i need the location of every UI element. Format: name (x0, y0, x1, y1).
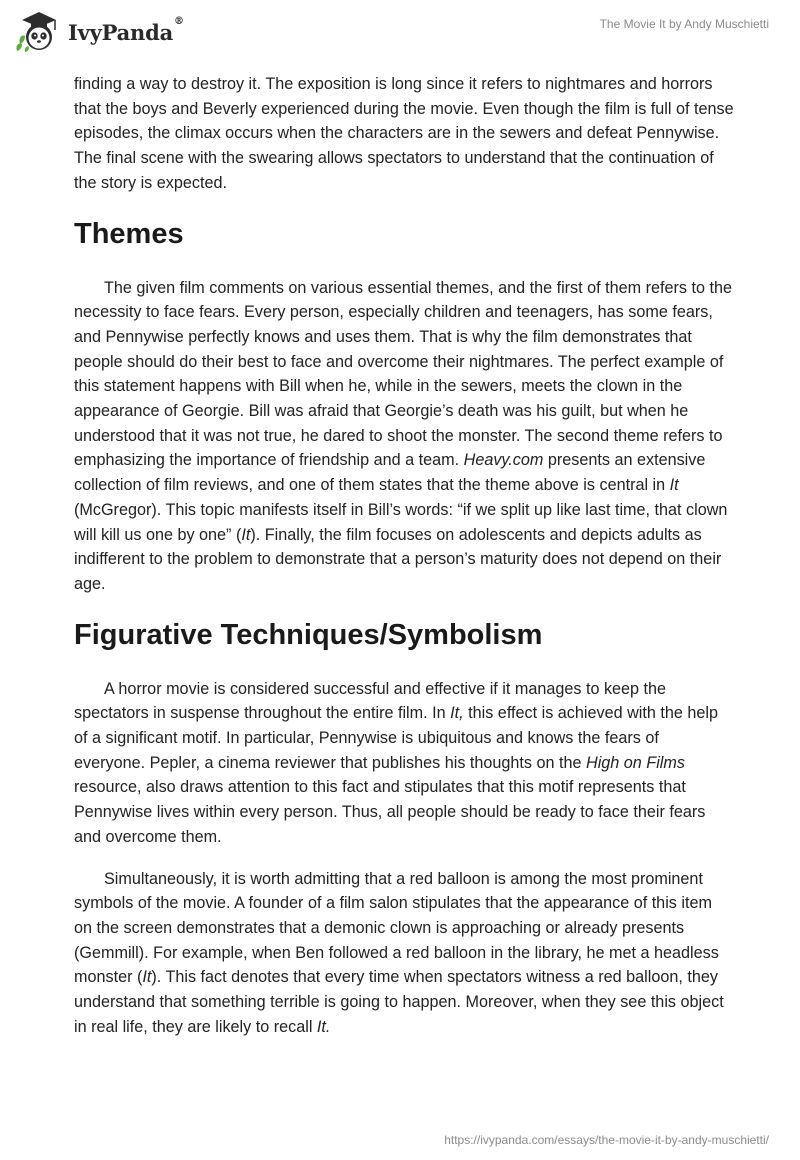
brand-name (68, 15, 184, 45)
citation-high-on-films: High on Films (586, 753, 685, 772)
citation-it: It (241, 525, 251, 544)
paragraph-themes (74, 276, 734, 597)
page-header (0, 0, 800, 70)
text-run: The given film comments on various essential themes, and the first of them refers to the necessity to face fears. Every person, especially children and teenagers, has some fears, and Pennywise perfectly knows and uses them. That is why the film demonstrates that people should do their best to face and overcome their nightmares. The perfect example of this statement happens with Bill when he, while in the sewers, meets the clown in the appearance of Georgie. Bill was afraid that Georgie’s death was his guilt, but when he understood that it was not true, he dared to shoot the monster. The second theme refers to emphasizing the importance of friendship and a team. (74, 278, 733, 470)
registered-mark: ® (174, 15, 184, 27)
paragraph-exposition: finding a way to destroy it. The exposition is long since it refers to nightmares and horrors that the boys and Beverly experienced during the movie. Even though the film is full of tense episodes, the climax occurs when the characters are in the sewers and defeat Pennywise. The final scene with the swearing allows spectators to understand that the continuation of the story is expected. (74, 75, 734, 192)
text-run: Simultaneously, it is worth admitting that a red balloon is among the most prominent symbols of the movie. A founder of a film salon stipulates that the appearance of this item on the screen demonstrates that a demonic clown is approaching or already presents (Gemmill). For example, when Ben followed a red balloon in the library, he met a headless monster ( (74, 869, 719, 987)
citation-it: It. (316, 1017, 331, 1036)
citation-heavy-com: Heavy.com (463, 451, 544, 470)
text-run: (McGregor). This topic manifests itself in Bill’s words: “if we split up like last time, that clown will kill us one by one” ( (74, 500, 728, 544)
text-run: ). This fact denotes that every time when spectators witness a red balloon, they understand that something terrible is going to happen. Moreover, when they see this object in real life, they are likely to recall (74, 968, 724, 1036)
heading-themes: Themes (74, 217, 184, 250)
text-run: presents an extensive collection of film reviews, and one of them states that the theme above is central in (74, 451, 706, 495)
ivypanda-logo[interactable] (14, 8, 184, 54)
text-run: resource, also draws attention to this fact and stipulates that this motif represents that Pennywise lives within every person. Thus, all people should be ready to face their fears and overcome them. (74, 778, 706, 846)
source-url[interactable]: https://ivypanda.com/essays/the-movie-it-by-andy-muschietti/ (444, 1133, 769, 1147)
panda-graduation-icon (14, 8, 64, 54)
paragraph-motif (74, 677, 734, 850)
heading-figurative-techniques: Figurative Techniques/Symbolism (74, 618, 543, 651)
document-title: The Movie It by Andy Muschietti (599, 17, 769, 31)
citation-it: It, (450, 704, 464, 723)
brand-text: IvyPanda (68, 19, 174, 45)
citation-it: It (142, 968, 152, 987)
paragraph-red-balloon (74, 867, 734, 1040)
citation-it: It (669, 476, 679, 495)
text-run: A horror movie is considered successful and effective if it manages to keep the spectators in suspense throughout the entire film. In (74, 679, 667, 723)
text-run: this effect is achieved with the help of a significant motif. In particular, Pennywise is ubiquitous and knows the fears of everyone. Pepler, a cinema reviewer that publishes his thoughts on the (74, 704, 718, 772)
text-run: ). Finally, the film focuses on adolescents and depicts adults as indifferent to the problem to demonstrate that a person’s maturity does not depend on their age. (74, 525, 722, 593)
essay-content (74, 72, 734, 1040)
